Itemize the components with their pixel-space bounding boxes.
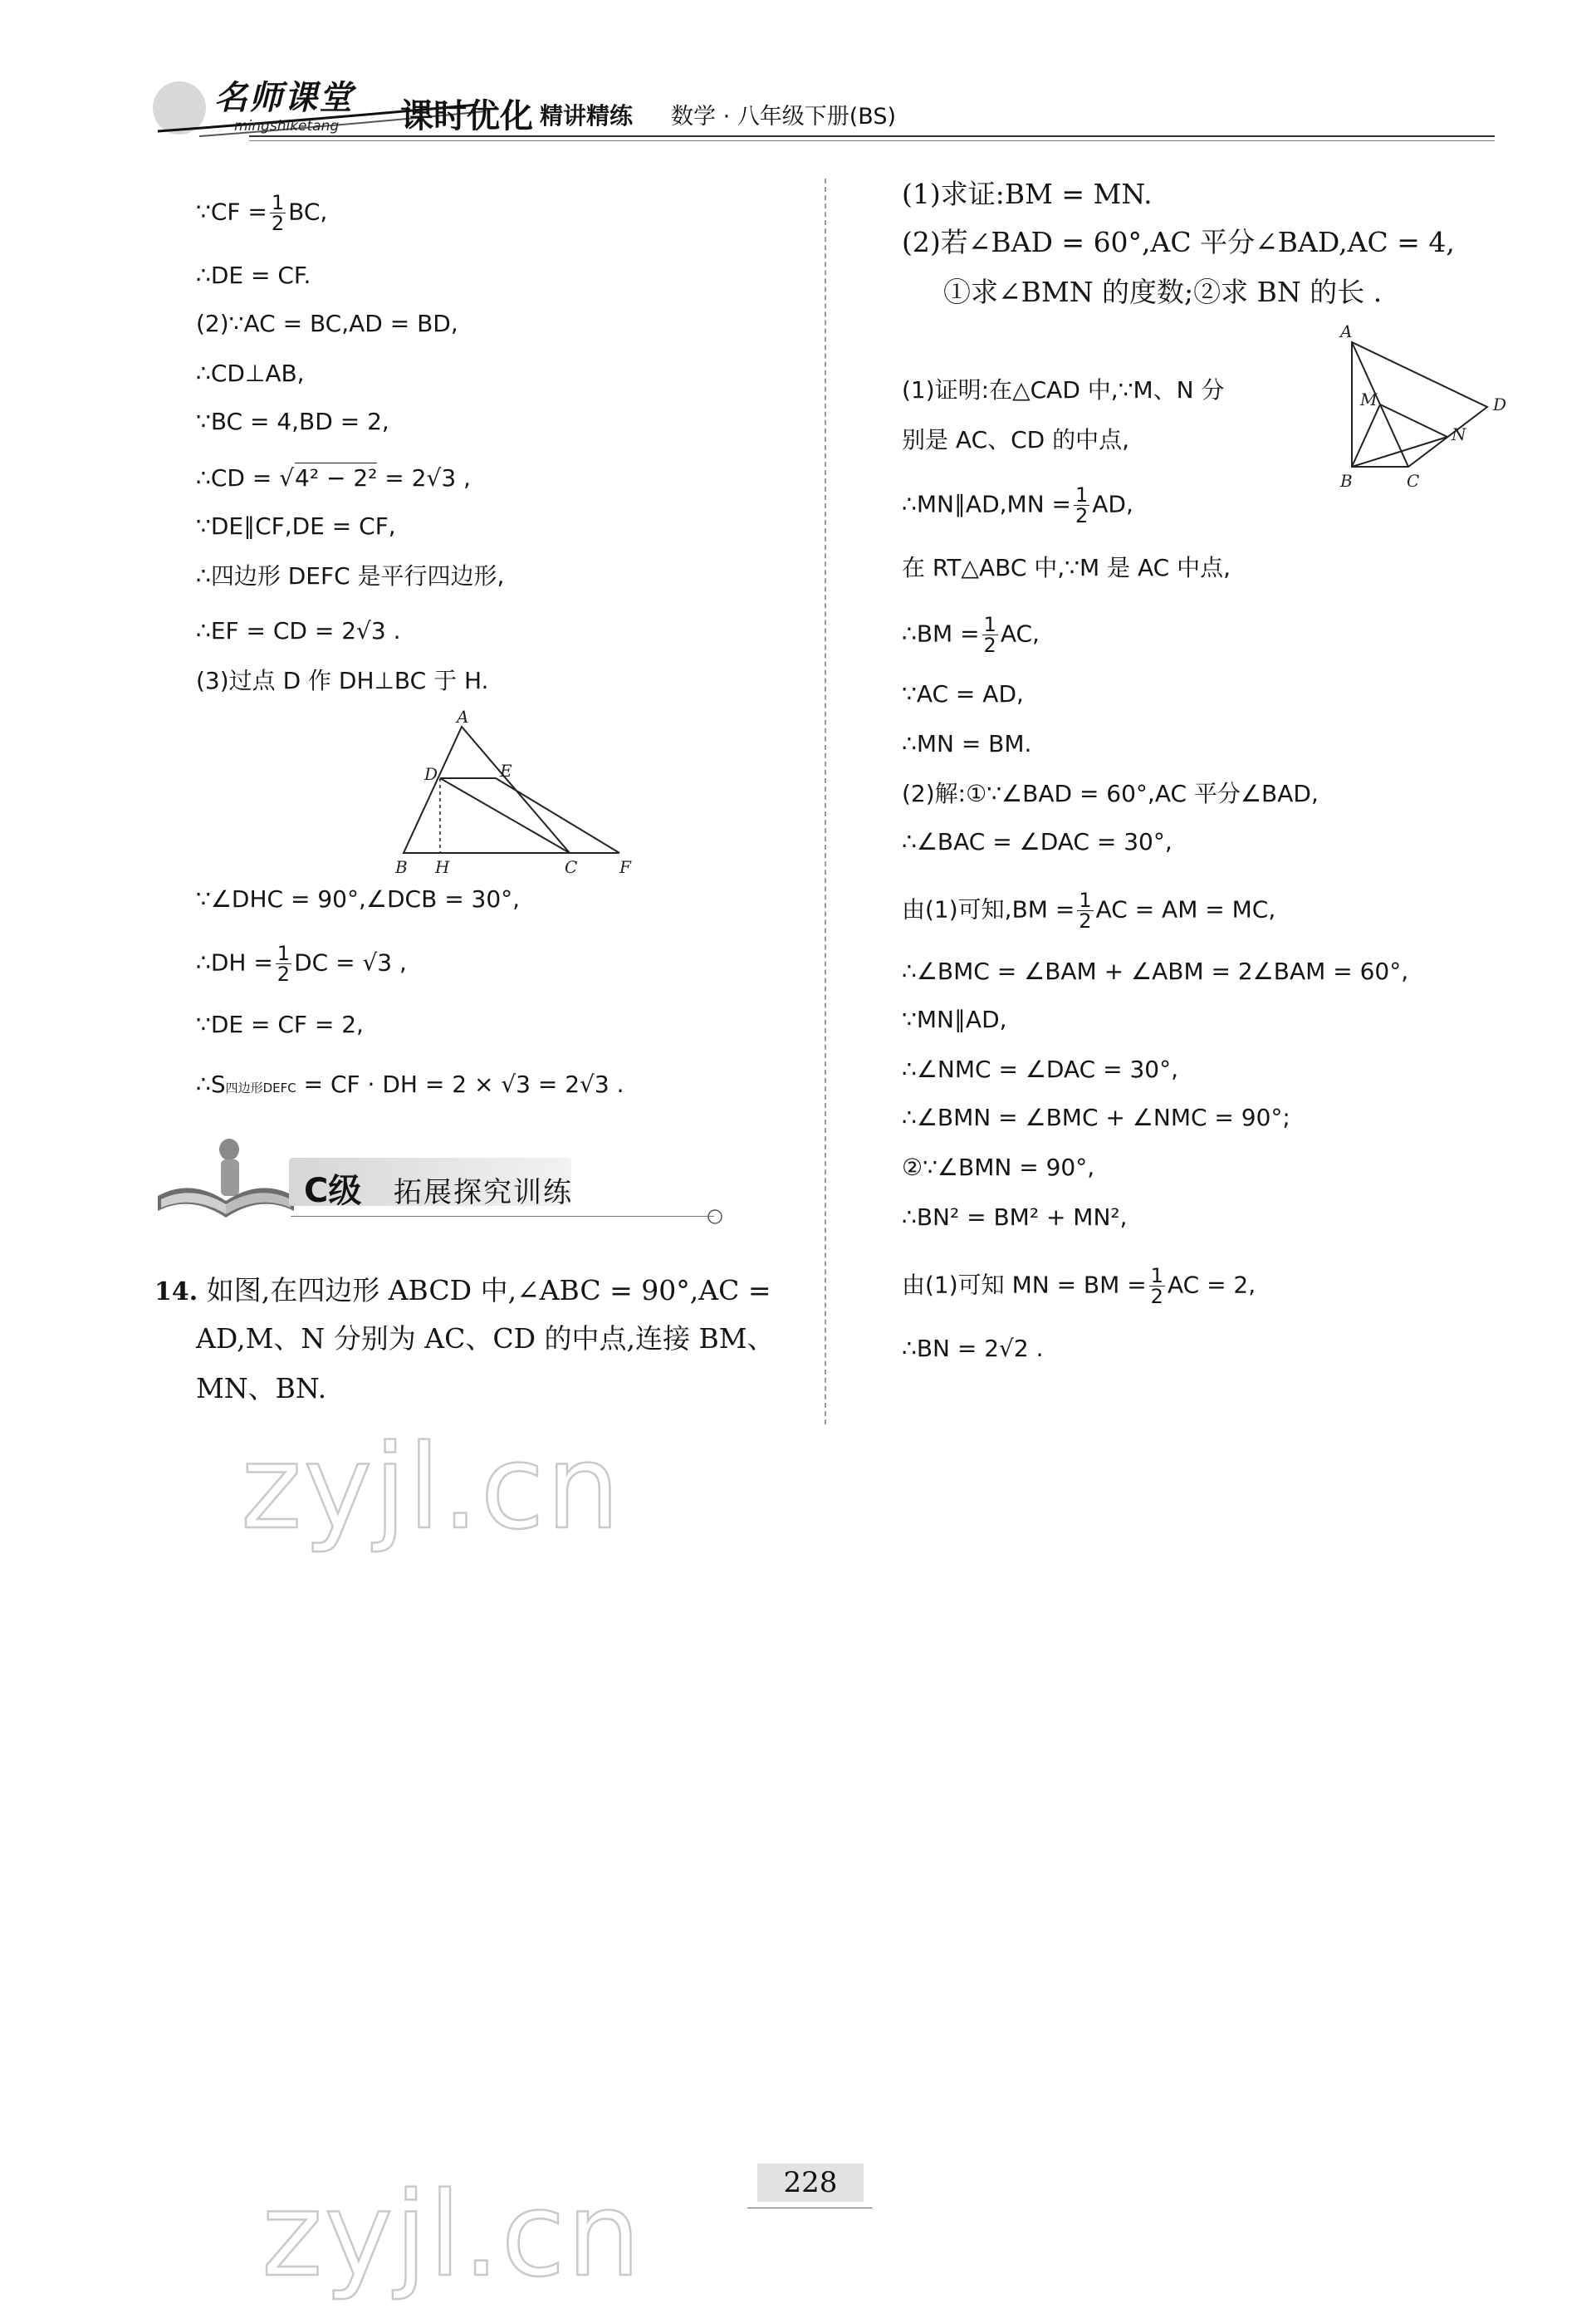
left-line-10: (3)过点 D 作 DH⊥BC 于 H. xyxy=(196,667,489,694)
left-line-3: (2)∵AC = BC,AD = BD, xyxy=(196,310,458,337)
page-number: 228 xyxy=(783,2166,838,2199)
left-line-11: ∵∠DHC = 90°,∠DCB = 30°, xyxy=(196,885,521,913)
fig1-label-b: B xyxy=(395,857,408,876)
fraction: $\frac{1}{2}$ xyxy=(271,191,285,235)
right-line-1: (1)求证:BM = MN. xyxy=(902,178,1153,210)
right-line-15: ∵MN∥AD, xyxy=(902,1006,1007,1033)
left-line-7: ∵DE∥CF,DE = CF, xyxy=(196,512,396,540)
right-line-16: ∴∠NMC = ∠DAC = 30°, xyxy=(902,1056,1179,1083)
left-line-1: ∵CF = $\frac{1}{2}$ BC, xyxy=(196,191,328,235)
fig1-label-a: A xyxy=(457,710,469,727)
right-line-10: ∴MN = BM. xyxy=(902,730,1032,757)
fig1-label-f: F xyxy=(619,857,631,876)
fig1-label-e: E xyxy=(500,761,512,781)
right-line-2: (2)若∠BAD = 60°,AC 平分∠BAD,AC = 4, xyxy=(902,226,1455,258)
right-line-11: (2)解:①∵∠BAD = 60°,AC 平分∠BAD, xyxy=(902,780,1319,807)
subject-label: 数学 · 八年级下册(BS) xyxy=(671,104,897,130)
right-line-5: 别是 AC、CD 的中点, xyxy=(902,426,1130,453)
fig1-label-h: H xyxy=(435,857,450,876)
right-line-20: 由(1)可知 MN = BM = $\frac{1}{2}$ AC = 2, xyxy=(902,1264,1256,1308)
left-line-14: ∴S四边形DEFC = CF · DH = 2 × √3 = 2√3 . xyxy=(196,1071,624,1098)
quadrilateral-figure-2 xyxy=(1334,324,1516,498)
series-subtitle: 精讲精练 xyxy=(540,102,634,130)
left-line-2: ∴DE = CF. xyxy=(196,262,311,289)
left-line-8: ∴四边形 DEFC 是平行四边形, xyxy=(196,562,505,590)
fig1-label-c: C xyxy=(565,857,578,876)
logo-pinyin: mingshiketang xyxy=(234,118,340,135)
fig2-label-m: M xyxy=(1360,390,1378,409)
section-level: C级 xyxy=(304,1172,362,1210)
left-line-6: ∴CD = √4² − 2² = 2√3 , xyxy=(196,464,471,492)
page-number-box xyxy=(757,2164,864,2202)
right-line-18: ②∵∠BMN = 90°, xyxy=(902,1154,1095,1181)
right-line-6: ∴MN∥AD,MN = $\frac{1}{2}$ AD, xyxy=(902,483,1133,527)
right-line-7: 在 RT△ABC 中,∵M 是 AC 中点, xyxy=(902,554,1231,581)
watermark-2: zyjl.cn xyxy=(262,2168,643,2303)
right-line-17: ∴∠BMN = ∠BMC + ∠NMC = 90°; xyxy=(902,1104,1290,1131)
right-line-8: ∴BM = $\frac{1}{2}$ AC, xyxy=(902,613,1040,657)
right-line-3: ①求∠BMN 的度数;②求 BN 的长 . xyxy=(943,276,1383,308)
watermark-1: zyjl.cn xyxy=(241,1420,622,1556)
fraction: $\frac{1}{2}$ xyxy=(1075,483,1089,527)
q14-line-3: MN、BN. xyxy=(196,1372,327,1404)
right-line-21: ∴BN = 2√2 . xyxy=(902,1335,1044,1362)
right-line-12: ∴∠BAC = ∠DAC = 30°, xyxy=(902,828,1173,855)
q14-line-1: 14. 如图,在四边形 ABCD 中,∠ABC = 90°,AC = xyxy=(154,1274,771,1306)
left-line-4: ∴CD⊥AB, xyxy=(196,360,305,387)
left-line-12: ∴DH = $\frac{1}{2}$ DC = √3 , xyxy=(196,942,407,986)
right-line-9: ∵AC = AD, xyxy=(902,680,1024,708)
fig2-label-c: C xyxy=(1407,471,1420,491)
fraction: $\frac{1}{2}$ xyxy=(277,942,291,986)
right-line-14: ∴∠BMC = ∠BAM + ∠ABM = 2∠BAM = 60°, xyxy=(902,958,1409,985)
left-line-9: ∴EF = CD = 2√3 . xyxy=(196,617,401,644)
right-column xyxy=(902,0,1533,1412)
right-line-19: ∴BN² = BM² + MN², xyxy=(902,1203,1128,1231)
column-divider xyxy=(825,179,826,1424)
right-line-13: 由(1)可知,BM = $\frac{1}{2}$ AC = AM = MC, xyxy=(902,889,1276,933)
left-line-5: ∵BC = 4,BD = 2, xyxy=(196,408,389,435)
logo-title: 名师课堂 xyxy=(214,79,354,117)
q14-line-2: AD,M、N 分别为 AC、CD 的中点,连接 BM、 xyxy=(196,1322,775,1355)
question-14 xyxy=(154,0,819,1412)
section-title: 拓展探究训练 xyxy=(394,1176,573,1209)
series-title: 课时优化 xyxy=(400,97,533,135)
fraction: $\frac{1}{2}$ xyxy=(983,613,996,657)
fig2-label-n: N xyxy=(1452,424,1466,444)
fraction: $\frac{1}{2}$ xyxy=(1079,889,1092,933)
fig2-label-a: A xyxy=(1340,324,1353,341)
fraction: $\frac{1}{2}$ xyxy=(1150,1264,1163,1308)
fig1-label-d: D xyxy=(424,764,438,784)
left-line-13: ∵DE = CF = 2, xyxy=(196,1011,364,1038)
fig2-label-b: B xyxy=(1340,471,1353,491)
right-line-4: (1)证明:在△CAD 中,∵M、N 分 xyxy=(902,376,1225,404)
fig2-label-d: D xyxy=(1493,395,1507,414)
